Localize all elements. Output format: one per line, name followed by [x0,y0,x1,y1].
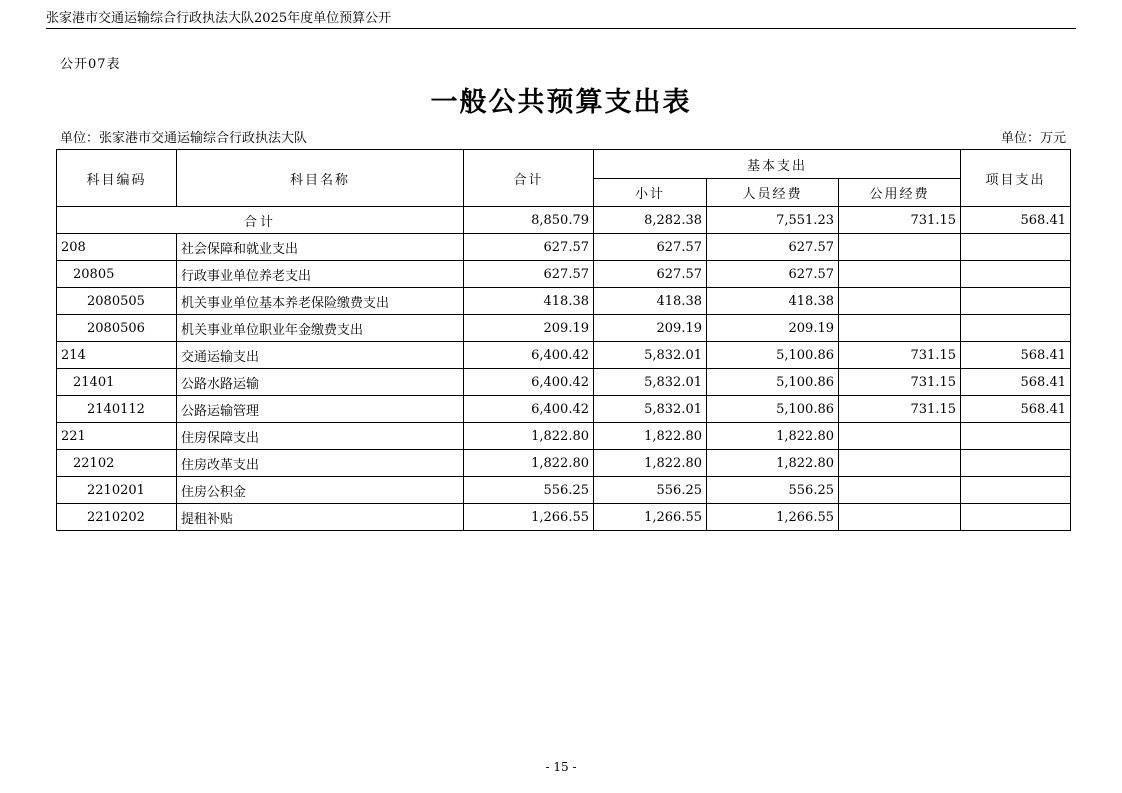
row-name: 住房保障支出 [177,423,464,450]
row-public [839,315,961,342]
total-total: 8,850.79 [464,207,594,234]
document-header: 张家港市交通运输综合行政执法大队2025年度单位预算公开 [46,10,1076,29]
table-row [57,342,1071,369]
row-total: 1,822.80 [464,423,594,450]
table-row [57,234,1071,261]
row-name: 公路水路运输 [177,369,464,396]
row-name: 公路运输管理 [177,396,464,423]
row-total: 418.38 [464,288,594,315]
currency-unit: 单位：万元 [1000,131,1066,146]
row-subtotal: 627.57 [594,234,707,261]
header-project: 项目支出 [961,150,1071,207]
row-public [839,504,961,531]
page-number: - 15 - [545,760,577,774]
row-public [839,450,961,477]
row-project [961,504,1071,531]
row-code: 221 [57,423,177,450]
row-total: 556.25 [464,477,594,504]
row-total: 1,266.55 [464,504,594,531]
row-project [961,315,1071,342]
row-total: 1,822.80 [464,450,594,477]
row-public: 731.15 [839,369,961,396]
row-project: 568.41 [961,396,1071,423]
row-code: 208 [57,234,177,261]
row-name: 住房改革支出 [177,450,464,477]
header-name: 科目名称 [177,150,464,207]
row-personnel: 418.38 [707,288,839,315]
row-total: 627.57 [464,234,594,261]
table-body [57,207,1071,531]
table-row [57,396,1071,423]
total-project: 568.41 [961,207,1071,234]
row-subtotal: 1,822.80 [594,450,707,477]
row-personnel: 5,100.86 [707,342,839,369]
row-personnel: 556.25 [707,477,839,504]
header-total: 合计 [464,150,594,207]
row-personnel: 627.57 [707,234,839,261]
row-public: 731.15 [839,342,961,369]
row-public [839,423,961,450]
row-project [961,423,1071,450]
row-public [839,261,961,288]
row-subtotal: 1,266.55 [594,504,707,531]
row-personnel: 1,266.55 [707,504,839,531]
row-name: 提租补贴 [177,504,464,531]
total-public: 731.15 [839,207,961,234]
table-row [57,288,1071,315]
row-total: 6,400.42 [464,396,594,423]
row-code: 2080505 [57,288,177,315]
row-code: 214 [57,342,177,369]
total-row [57,207,1071,234]
row-personnel: 5,100.86 [707,369,839,396]
row-name: 社会保障和就业支出 [177,234,464,261]
row-project: 568.41 [961,369,1071,396]
header-subtotal: 小计 [594,179,707,207]
table-row [57,450,1071,477]
row-subtotal: 209.19 [594,315,707,342]
row-name: 住房公积金 [177,477,464,504]
row-code: 22102 [57,450,177,477]
row-personnel: 1,822.80 [707,450,839,477]
row-total: 627.57 [464,261,594,288]
total-subtotal: 8,282.38 [594,207,707,234]
header-basic: 基本支出 [594,150,961,179]
table-row [57,423,1071,450]
row-project [961,288,1071,315]
row-public [839,234,961,261]
row-project [961,261,1071,288]
row-total: 209.19 [464,315,594,342]
row-subtotal: 556.25 [594,477,707,504]
row-code: 21401 [57,369,177,396]
row-personnel: 209.19 [707,315,839,342]
page-title: 一般公共预算支出表 [430,87,692,118]
table-row [57,477,1071,504]
row-code: 2080506 [57,315,177,342]
row-name: 行政事业单位养老支出 [177,261,464,288]
row-subtotal: 5,832.01 [594,369,707,396]
table-row [57,369,1071,396]
row-subtotal: 5,832.01 [594,342,707,369]
table-row [57,504,1071,531]
total-personnel: 7,551.23 [707,207,839,234]
table-number: 公开07表 [60,57,121,72]
total-label: 合计 [57,207,464,234]
row-project [961,450,1071,477]
row-name: 机关事业单位基本养老保险缴费支出 [177,288,464,315]
row-project [961,234,1071,261]
table-row [57,315,1071,342]
header-public: 公用经费 [839,179,961,207]
row-total: 6,400.42 [464,369,594,396]
row-personnel: 1,822.80 [707,423,839,450]
row-public [839,477,961,504]
table-row [57,261,1071,288]
row-code: 2210202 [57,504,177,531]
row-code: 2140112 [57,396,177,423]
row-project [961,477,1071,504]
row-public [839,288,961,315]
row-code: 20805 [57,261,177,288]
row-personnel: 5,100.86 [707,396,839,423]
row-public: 731.15 [839,396,961,423]
row-subtotal: 627.57 [594,261,707,288]
header-code: 科目编码 [57,150,177,207]
row-name: 机关事业单位职业年金缴费支出 [177,315,464,342]
row-subtotal: 418.38 [594,288,707,315]
row-name: 交通运输支出 [177,342,464,369]
row-personnel: 627.57 [707,261,839,288]
row-project: 568.41 [961,342,1071,369]
row-code: 2210201 [57,477,177,504]
budget-table [56,149,1071,531]
row-subtotal: 5,832.01 [594,396,707,423]
row-subtotal: 1,822.80 [594,423,707,450]
organization-unit: 单位：张家港市交通运输综合行政执法大队 [60,131,308,146]
header-personnel: 人员经费 [707,179,839,207]
row-total: 6,400.42 [464,342,594,369]
